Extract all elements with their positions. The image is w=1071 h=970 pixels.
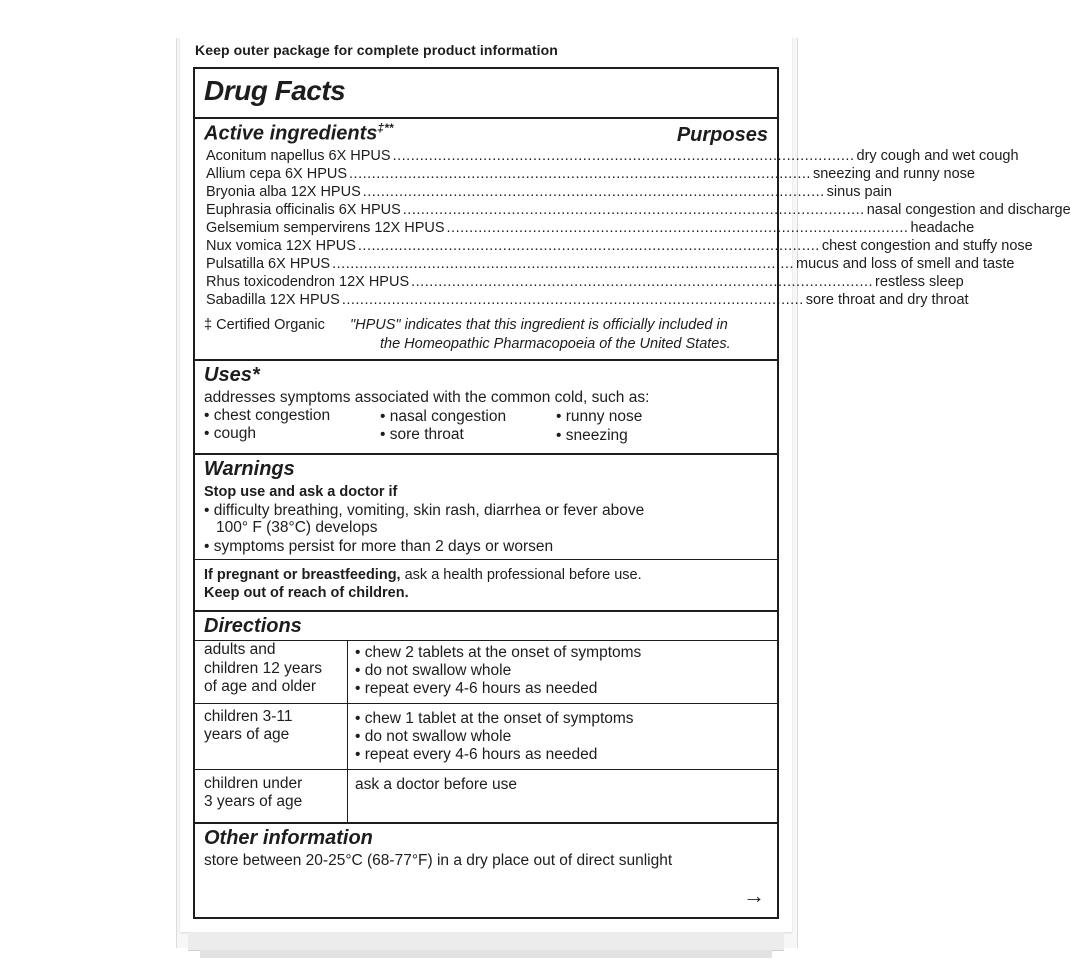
active-ingredients-label: Active ingredients bbox=[204, 122, 378, 145]
uses-item: • cough bbox=[204, 425, 256, 442]
ingredient-name: Bryonia alba 12X HPUS bbox=[206, 184, 361, 200]
active-ingredients-heading bbox=[204, 121, 393, 146]
directions-what: • chew 2 tablets at the onset of symptoms bbox=[355, 644, 642, 661]
hpus-note-line2: the Homeopathic Pharmacopoeia of the United States. bbox=[380, 336, 731, 352]
warning-bullet: • difficulty breathing, vomiting, skin rash, diarrhea or fever above bbox=[204, 502, 645, 519]
stop-use-heading: Stop use and ask a doctor if bbox=[204, 484, 398, 500]
drug-facts-title: Drug Facts bbox=[204, 75, 346, 106]
divider-uses bbox=[195, 359, 777, 361]
uses-intro: addresses symptoms associated with the common cold, such as: bbox=[204, 389, 650, 406]
hpus-note-line1: "HPUS" indicates that this ingredient is officially included in bbox=[350, 317, 728, 333]
ingredient-row bbox=[206, 183, 892, 201]
directions-heading: Directions bbox=[204, 615, 302, 637]
leader-dots: ...................................................................................................... bbox=[446, 220, 909, 236]
leader-dots: ...................................................................................................... bbox=[362, 184, 825, 200]
directions-who: 3 years of age bbox=[204, 793, 303, 810]
drug-facts-box bbox=[193, 67, 1071, 919]
ingredient-row bbox=[206, 237, 1033, 255]
leader-dots: ...................................................................................................... bbox=[341, 292, 804, 308]
ingredient-purpose: sneezing and runny nose bbox=[812, 166, 975, 182]
directions-row-divider bbox=[195, 703, 777, 704]
ingredient-purpose: mucus and loss of smell and taste bbox=[796, 256, 1015, 272]
directions-row-divider bbox=[195, 769, 777, 770]
ingredient-row bbox=[206, 255, 1015, 273]
ingredient-purpose: nasal congestion and discharge bbox=[866, 202, 1071, 218]
uses-item: • chest congestion bbox=[204, 407, 331, 424]
warning-bullet: • symptoms persist for more than 2 days or worsen bbox=[204, 538, 554, 555]
warnings-heading: Warnings bbox=[204, 458, 295, 480]
purposes-heading: Purposes bbox=[676, 124, 768, 146]
uses-item: • nasal congestion bbox=[380, 408, 507, 425]
divider-pregnant bbox=[195, 559, 777, 560]
certified-organic-note: ‡ Certified Organic bbox=[204, 317, 325, 333]
directions-what: • chew 1 tablet at the onset of symptoms bbox=[355, 710, 634, 727]
warning-bullet-continued: 100° F (38°C) develops bbox=[216, 519, 378, 536]
pregnant-warning bbox=[204, 566, 642, 584]
leader-dots: ...................................................................................................... bbox=[411, 274, 874, 290]
leader-dots: ...................................................................................................... bbox=[332, 256, 795, 272]
ingredient-row bbox=[206, 291, 969, 309]
directions-table-top bbox=[195, 640, 777, 641]
continue-arrow-icon: → bbox=[743, 883, 765, 908]
leader-dots: ...................................................................................................... bbox=[349, 166, 811, 182]
directions-column-divider bbox=[347, 640, 348, 823]
directions-who: years of age bbox=[204, 726, 290, 743]
directions-who: children 3-11 bbox=[204, 708, 293, 725]
divider-warnings bbox=[195, 453, 777, 455]
directions-what: • do not swallow whole bbox=[355, 662, 512, 679]
directions-who: children under bbox=[204, 775, 303, 792]
ingredient-row bbox=[206, 219, 975, 237]
uses-item: • sore throat bbox=[380, 426, 464, 443]
other-info-heading: Other information bbox=[204, 827, 373, 849]
package-flap-edge bbox=[200, 950, 772, 958]
ingredient-row bbox=[206, 165, 975, 183]
leader-dots: ...................................................................................................... bbox=[392, 148, 855, 164]
ingredient-row bbox=[206, 147, 1019, 165]
ingredient-name: Allium cepa 6X HPUS bbox=[206, 166, 348, 182]
directions-who: adults and bbox=[204, 641, 276, 658]
uses-item: • sneezing bbox=[556, 427, 628, 444]
ingredient-name: Euphrasia officinalis 6X HPUS bbox=[206, 202, 401, 218]
ingredient-name: Nux vomica 12X HPUS bbox=[206, 238, 356, 254]
ingredient-purpose: headache bbox=[910, 220, 975, 236]
ingredient-purpose: dry cough and wet cough bbox=[856, 148, 1019, 164]
ingredient-name: Pulsatilla 6X HPUS bbox=[206, 256, 331, 272]
other-info-text: store between 20-25°C (68-77°F) in a dry place out of direct sunlight bbox=[204, 852, 673, 869]
ingredient-row bbox=[206, 273, 964, 291]
ingredient-row bbox=[206, 201, 1071, 219]
ingredient-name: Aconitum napellus 6X HPUS bbox=[206, 148, 391, 164]
ingredient-purpose: chest congestion and stuffy nose bbox=[821, 238, 1033, 254]
ingredient-purpose: sinus pain bbox=[826, 184, 892, 200]
leader-dots: ...................................................................................................... bbox=[357, 238, 820, 254]
ingredient-purpose: sore throat and dry throat bbox=[805, 292, 969, 308]
ingredient-purpose: restless sleep bbox=[875, 274, 964, 290]
pregnant-warning-bold: If pregnant or breastfeeding, bbox=[204, 567, 401, 583]
directions-what: ask a doctor before use bbox=[355, 776, 517, 793]
directions-who: children 12 years bbox=[204, 660, 323, 677]
directions-what: • repeat every 4-6 hours as needed bbox=[355, 680, 598, 697]
keep-out-of-reach: Keep out of reach of children. bbox=[204, 585, 409, 601]
pregnant-warning-text: ask a health professional before use. bbox=[400, 567, 642, 583]
divider-other bbox=[195, 822, 777, 824]
directions-who: of age and older bbox=[204, 678, 317, 695]
active-ingredients-mark: ‡** bbox=[377, 121, 394, 135]
uses-item: • runny nose bbox=[556, 408, 643, 425]
ingredient-name: Sabadilla 12X HPUS bbox=[206, 292, 340, 308]
uses-heading: Uses* bbox=[204, 364, 260, 386]
ingredient-name: Rhus toxicodendron 12X HPUS bbox=[206, 274, 410, 290]
directions-what: • do not swallow whole bbox=[355, 728, 512, 745]
directions-what: • repeat every 4-6 hours as needed bbox=[355, 746, 598, 763]
keep-package-notice: Keep outer package for complete product information bbox=[195, 42, 558, 58]
ingredient-name: Gelsemium sempervirens 12X HPUS bbox=[206, 220, 445, 236]
divider-title bbox=[195, 117, 777, 119]
package-flap bbox=[188, 932, 784, 951]
leader-dots: ...................................................................................................... bbox=[402, 202, 865, 218]
divider-directions bbox=[195, 610, 777, 612]
